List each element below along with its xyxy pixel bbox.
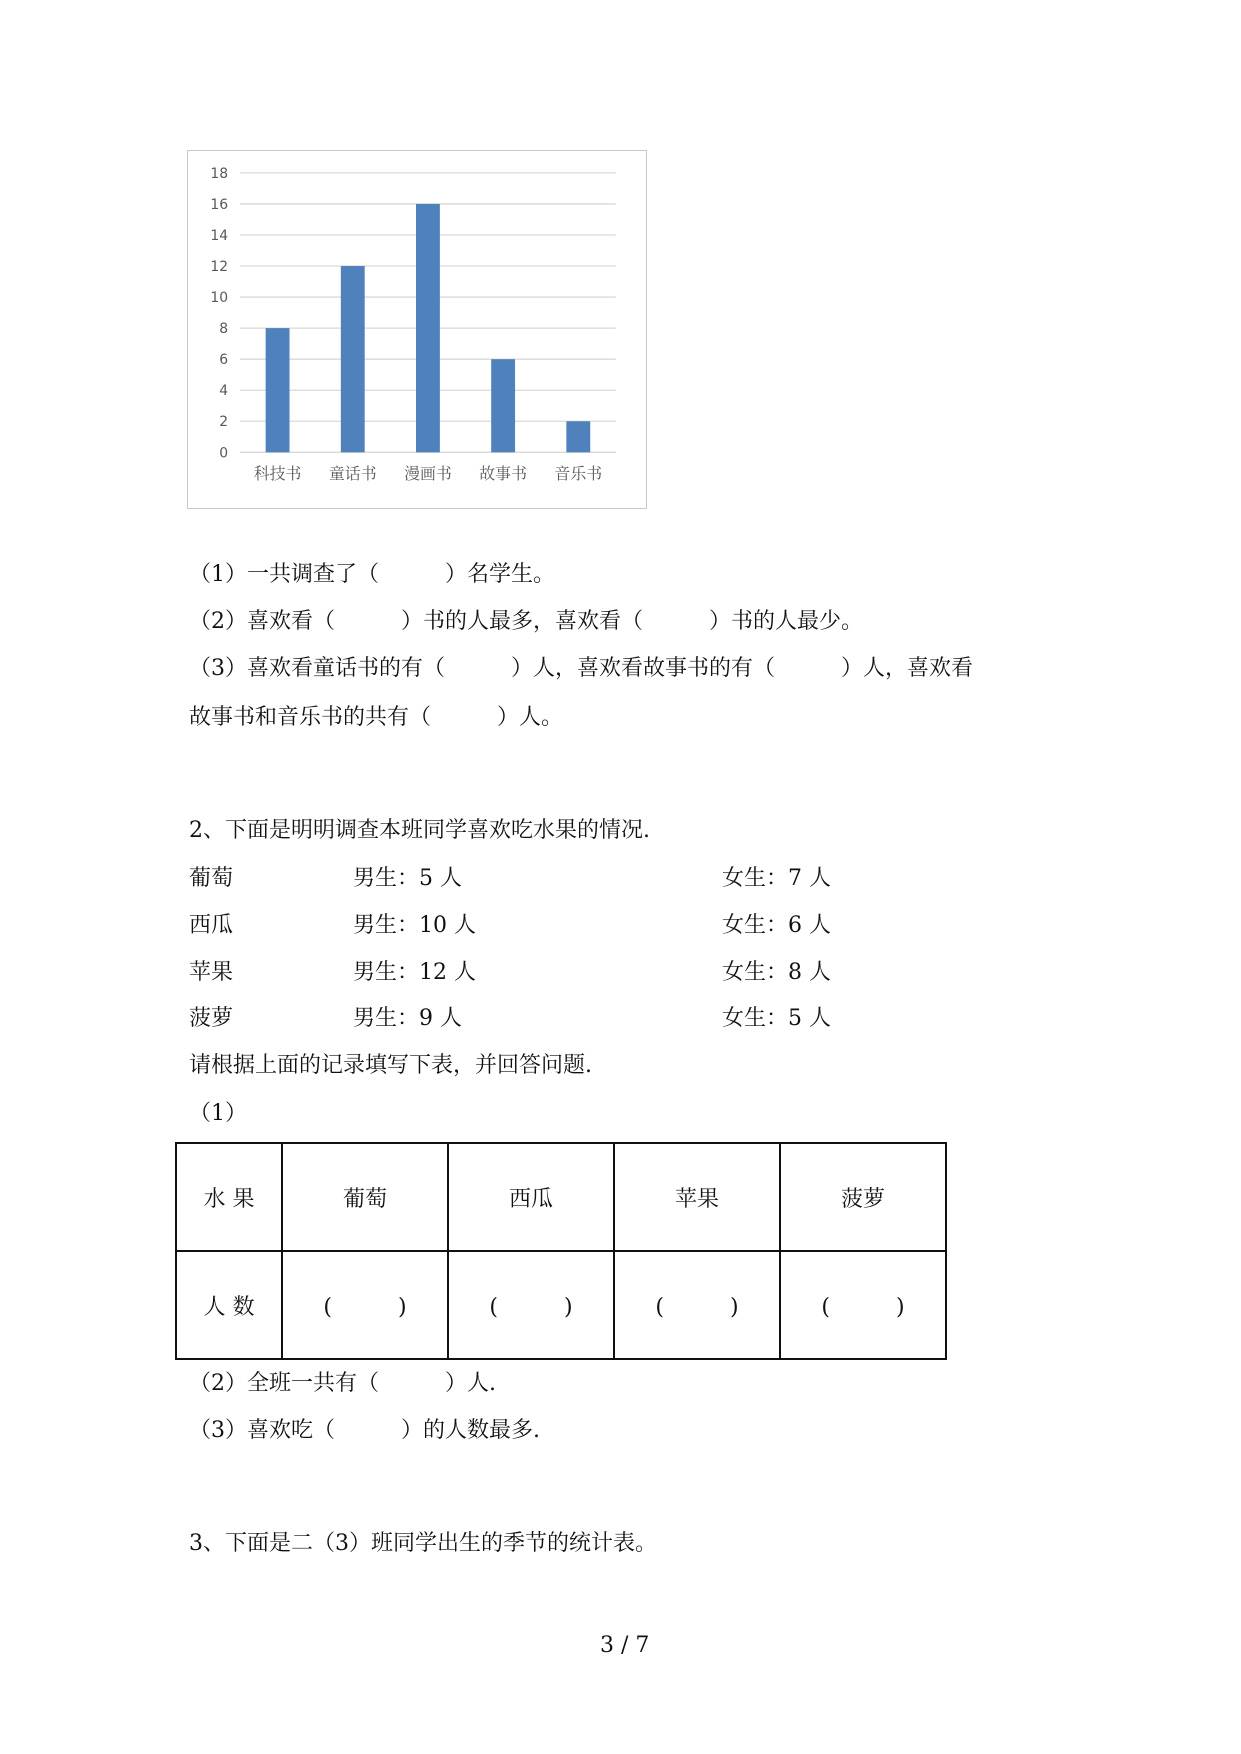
bar bbox=[266, 328, 290, 452]
q2-sub3: （3）喜欢吃（ ）的人数最多. bbox=[189, 1418, 540, 1443]
table-blank[interactable]: ( ) bbox=[614, 1251, 780, 1359]
x-tick-label: 漫画书 bbox=[404, 464, 452, 484]
x-tick-label: 童话书 bbox=[328, 464, 377, 484]
record-boys: 男生：10 人 bbox=[353, 913, 476, 938]
record-girls: 女生：7 人 bbox=[722, 866, 831, 891]
bar bbox=[416, 204, 440, 452]
q1-part3: （3）喜欢看童话书的有（ ）人，喜欢看故事书的有（ ）人，喜欢看 bbox=[189, 656, 973, 681]
bar bbox=[491, 359, 515, 452]
y-tick-label: 0 bbox=[219, 445, 229, 462]
bar bbox=[341, 266, 365, 452]
y-tick-label: 10 bbox=[210, 290, 229, 307]
q1-part1: （1）一共调查了（ ）名学生。 bbox=[189, 562, 555, 587]
q2-instruction: 请根据上面的记录填写下表，并回答问题. bbox=[189, 1053, 592, 1078]
chart-svg bbox=[188, 151, 646, 508]
record-fruit: 西瓜 bbox=[189, 913, 234, 938]
y-tick-label: 16 bbox=[210, 196, 229, 213]
record-boys: 男生：12 人 bbox=[353, 960, 476, 985]
table-cell-fruit: 葡萄 bbox=[282, 1143, 448, 1251]
x-tick-label: 故事书 bbox=[479, 464, 527, 484]
q1-part3-cont: 故事书和音乐书的共有（ ）人。 bbox=[189, 705, 564, 730]
q3-title: 3、下面是二（3）班同学出生的季节的统计表。 bbox=[189, 1531, 657, 1556]
q2-title: 2、下面是明明调查本班同学喜欢吃水果的情况. bbox=[189, 818, 650, 843]
x-tick-label: 科技书 bbox=[253, 464, 302, 484]
table-header-count: 人 数 bbox=[176, 1251, 282, 1359]
table-row bbox=[176, 1143, 946, 1251]
y-tick-label: 18 bbox=[210, 165, 229, 182]
fruit-table bbox=[175, 1142, 947, 1360]
y-tick-label: 6 bbox=[219, 352, 229, 369]
record-fruit: 菠萝 bbox=[189, 1006, 234, 1031]
bar-chart bbox=[187, 150, 647, 509]
record-fruit: 苹果 bbox=[189, 960, 234, 985]
q2-sub2: （2）全班一共有（ ）人. bbox=[189, 1371, 496, 1396]
table-blank[interactable]: ( ) bbox=[282, 1251, 448, 1359]
record-boys: 男生：9 人 bbox=[353, 1006, 462, 1031]
record-girls: 女生：5 人 bbox=[722, 1006, 831, 1031]
table-row bbox=[176, 1251, 946, 1359]
table-blank[interactable]: ( ) bbox=[448, 1251, 614, 1359]
record-fruit: 葡萄 bbox=[189, 866, 234, 891]
y-tick-label: 14 bbox=[210, 227, 229, 244]
table-blank[interactable]: ( ) bbox=[780, 1251, 946, 1359]
y-tick-label: 4 bbox=[219, 383, 229, 400]
y-tick-label: 12 bbox=[210, 258, 229, 275]
q1-part2: （2）喜欢看（ ）书的人最多，喜欢看（ ）书的人最少。 bbox=[189, 609, 863, 634]
page-number: 3 / 7 bbox=[600, 1633, 650, 1658]
table-cell-fruit: 西瓜 bbox=[448, 1143, 614, 1251]
table-cell-fruit: 苹果 bbox=[614, 1143, 780, 1251]
q2-sub1: （1） bbox=[189, 1101, 247, 1126]
record-girls: 女生：6 人 bbox=[722, 913, 831, 938]
y-tick-label: 8 bbox=[219, 321, 229, 338]
y-tick-label: 2 bbox=[219, 414, 229, 431]
x-tick-label: 音乐书 bbox=[554, 464, 603, 484]
table-cell-fruit: 菠萝 bbox=[780, 1143, 946, 1251]
record-girls: 女生：8 人 bbox=[722, 960, 831, 985]
bar bbox=[566, 421, 590, 452]
table-header-fruit: 水 果 bbox=[176, 1143, 282, 1251]
record-boys: 男生：5 人 bbox=[353, 866, 462, 891]
